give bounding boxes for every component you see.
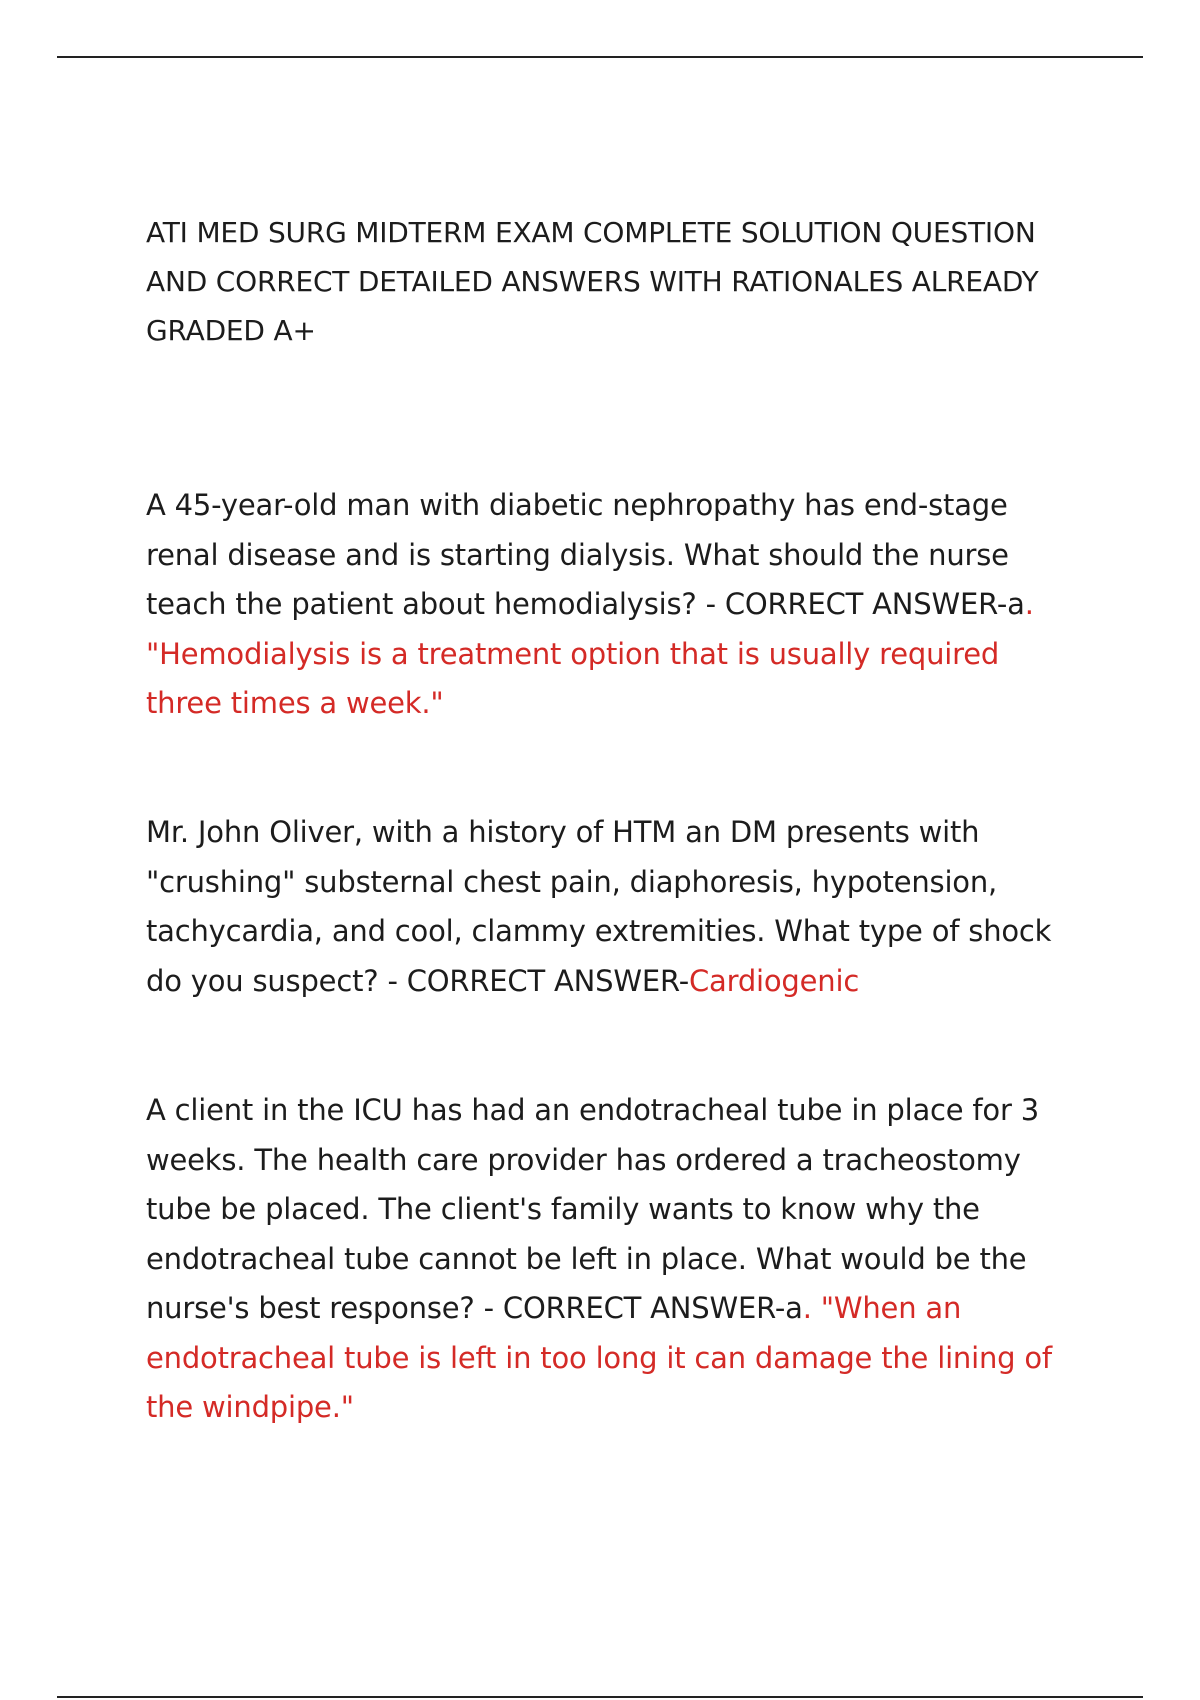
qa-item-1 [146, 481, 1076, 729]
answer-text: Cardiogenic [688, 963, 860, 998]
answer-text: . "Hemodialysis is a treatment option that is usually required three times a week." [146, 587, 1034, 720]
bottom-rule [57, 1696, 1143, 1698]
answer-text: . "When an endotracheal tube is left in too long it can damage the lining of the windpipe." [146, 1291, 1052, 1424]
question-text: Mr. John Oliver, with a history of HTM an DM presents with "crushing" substernal chest pain, diaphoresis, hypotension, tachycardia, and cool, clammy extremities. What type of shock do you suspect? - CORRECT ANSWER- [146, 815, 1052, 998]
qa-item-3 [146, 1086, 1076, 1433]
question-text: A 45-year-old man with diabetic nephropathy has end-stage renal disease and is starting dialysis. What should the nurse teach the patient about hemodialysis? - CORRECT ANSWER-a [146, 488, 1025, 621]
qa-item-2 [146, 808, 1076, 1006]
document-title: ATI MED SURG MIDTERM EXAM COMPLETE SOLUTION QUESTION AND CORRECT DETAILED ANSWERS WITH RATIONALES ALREADY GRADED A+ [146, 216, 1039, 347]
question-text: A client in the ICU has had an endotracheal tube in place for 3 weeks. The health care provider has ordered a tracheostomy tube be placed. The client's family wants to know why the endotracheal tube cannot be left in place. What would be the nurse's best response? - CORRECT ANSWER-a [146, 1093, 1039, 1325]
top-rule [57, 56, 1143, 58]
document-body [146, 208, 1076, 1424]
